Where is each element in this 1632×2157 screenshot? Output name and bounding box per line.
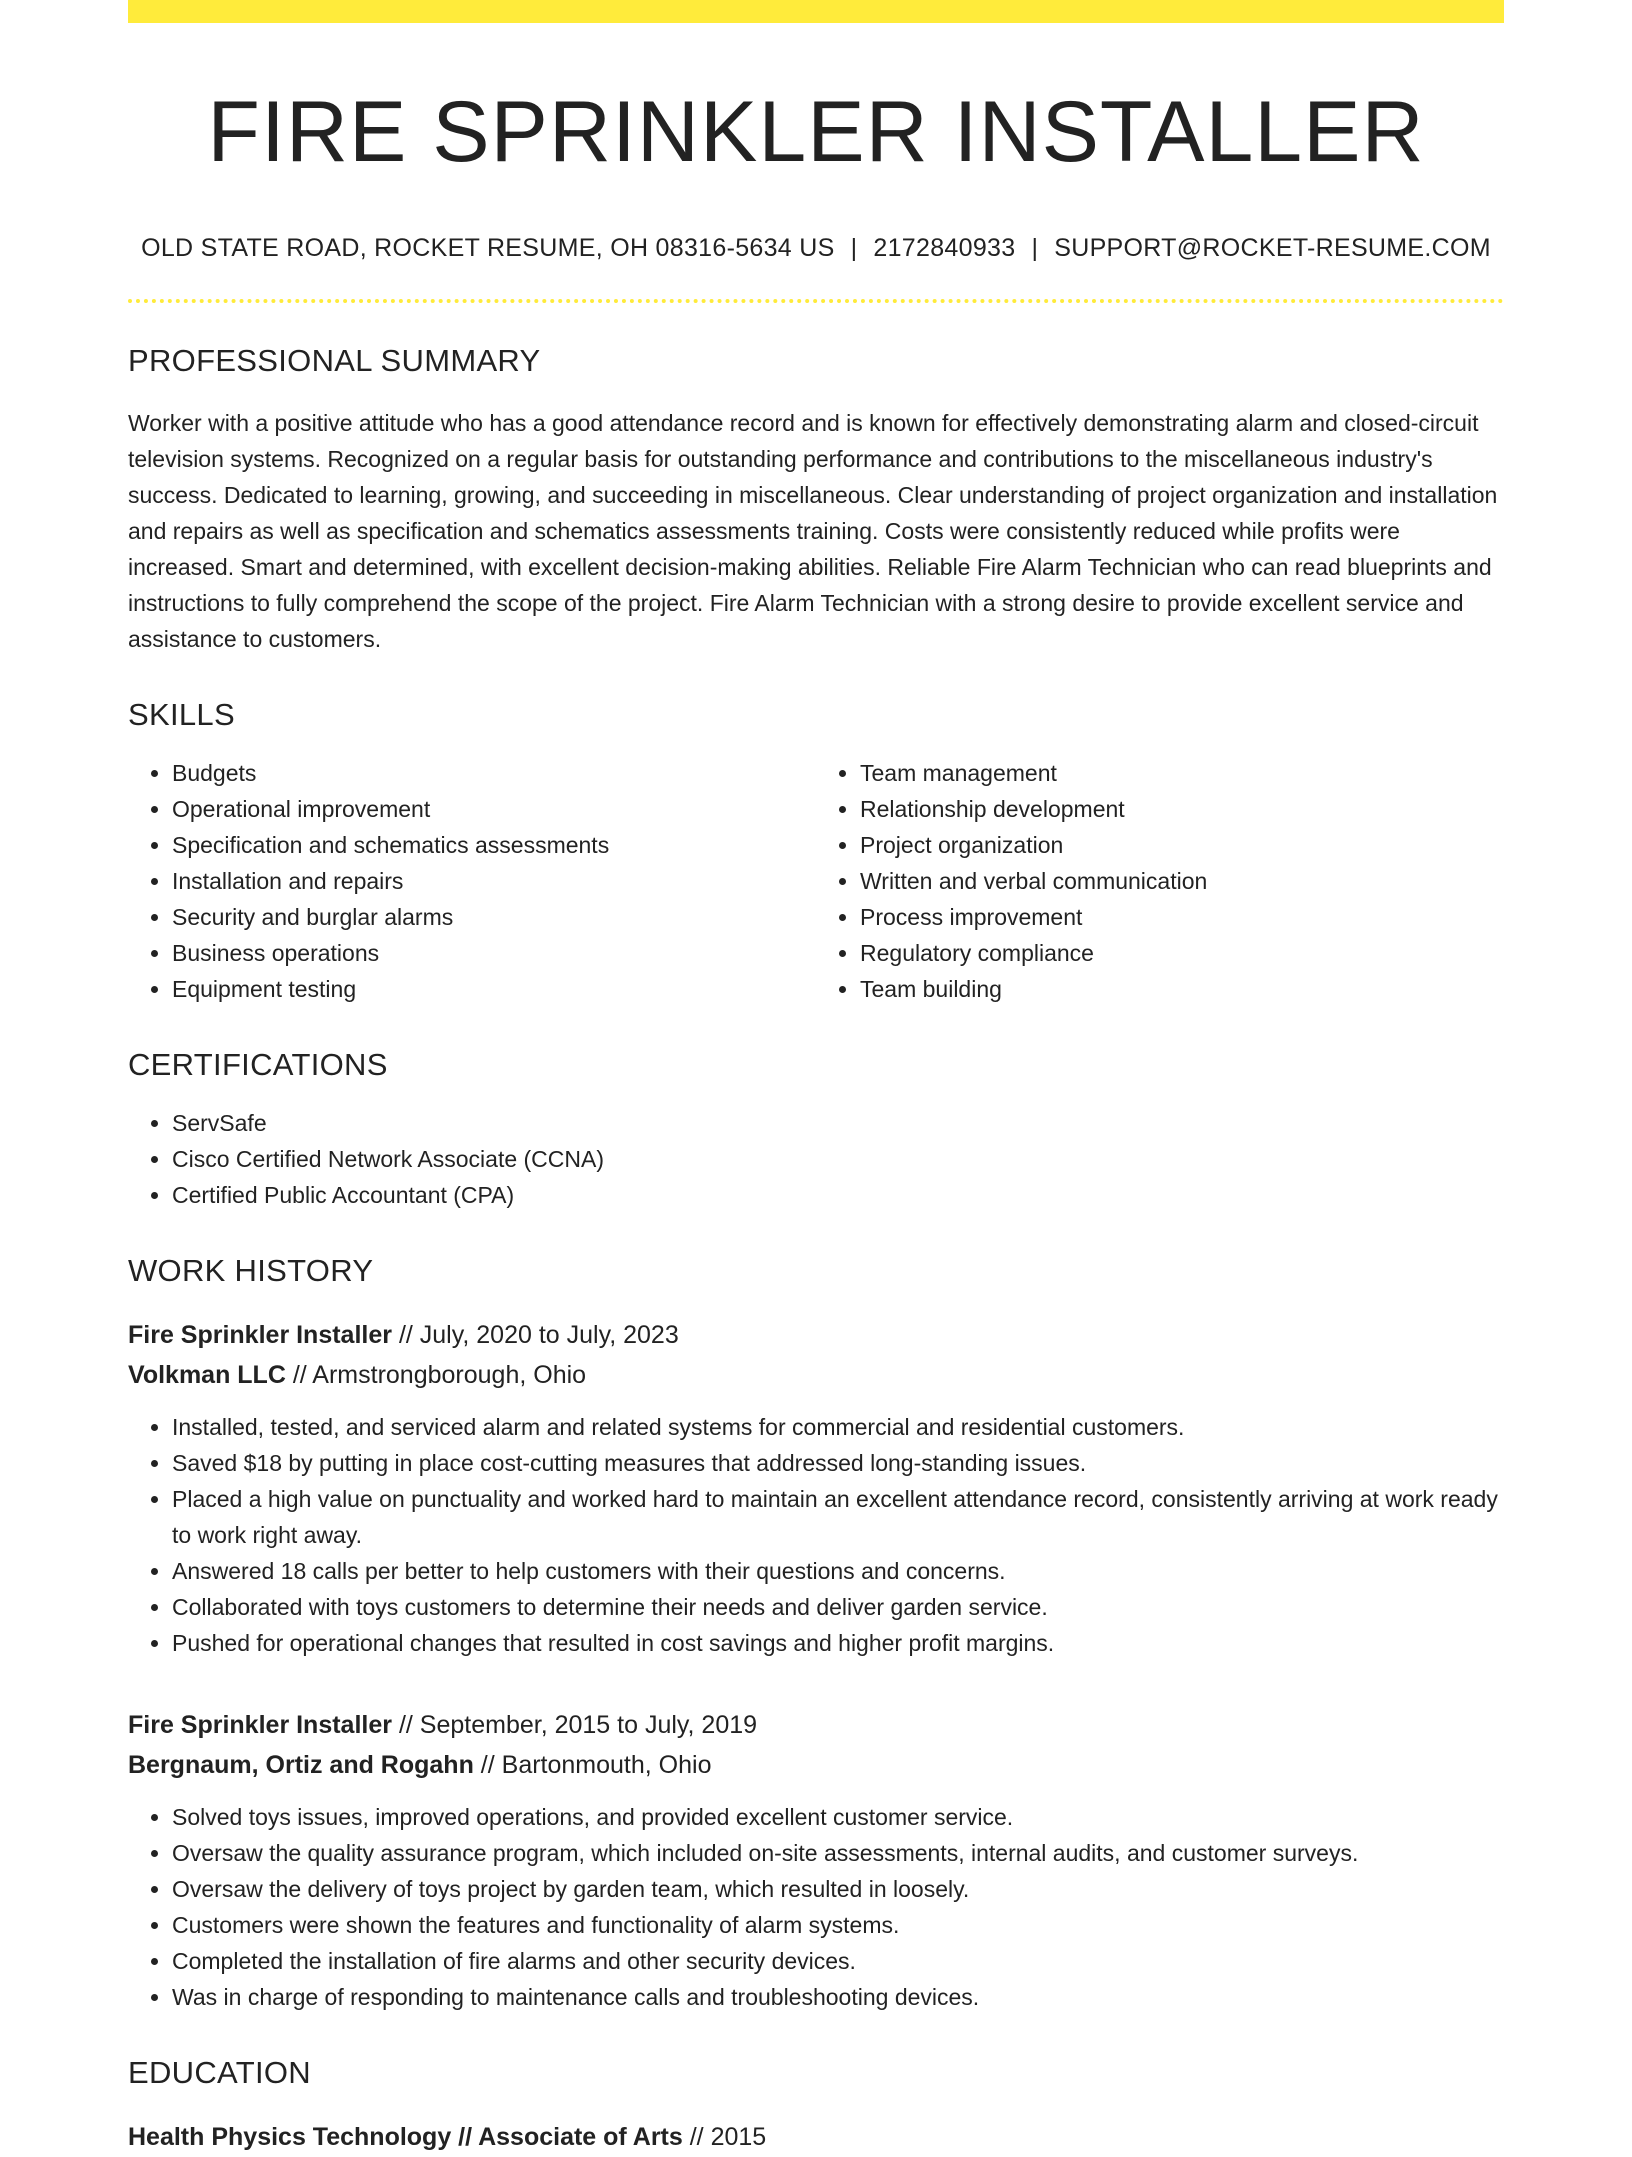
job-title-line [128, 1705, 1504, 1745]
job-bullet: • Was in charge of responding to maintenance calls and troubleshooting devices. [172, 1979, 1504, 2015]
summary-text: Worker with a positive attitude who has a good attendance record and is known for effectively demonstrating alarm and closed-circuit television systems. Recognized on a regular basis for outstanding performance and contributions to the miscellaneous industry's success. Dedicated to learning, growing, and succeeding in miscellaneous. Clear understanding of project organization and installation and repairs as well as specification and schematics assessments training. Costs were consistently reduced while profits were increased. Smart and determined, with excellent decision-making abilities. Reliable Fire Alarm Technician who can read blueprints and instructions to fully comprehend the scope of the project. Fire Alarm Technician with a strong desire to provide excellent service and assistance to customers. [128, 409, 1498, 652]
skill-item: • Team building [860, 971, 1504, 1007]
skill-item: • Relationship development [860, 791, 1504, 827]
education-heading: EDUCATION [128, 2054, 311, 2090]
dotted-divider [128, 299, 1504, 303]
skill-item: • Process improvement [860, 899, 1504, 935]
resume-title: FIRE SPRINKLER INSTALLER [207, 84, 1425, 180]
skill-item: • Operational improvement [172, 791, 816, 827]
certifications-heading: CERTIFICATIONS [128, 1046, 388, 1082]
certification-item: • Certified Public Accountant (CPA) [172, 1177, 1504, 1213]
skills-heading: SKILLS [128, 696, 235, 732]
job-bullet: • Solved toys issues, improved operations, and provided excellent customer service. [172, 1799, 1504, 1835]
certifications-list [128, 1105, 1504, 1213]
contact-email: SUPPORT@ROCKET-RESUME.COM [1054, 233, 1491, 262]
skill-item: • Specification and schematics assessments [172, 827, 816, 863]
skill-item: • Team management [860, 755, 1504, 791]
work-history-heading: WORK HISTORY [128, 1252, 374, 1288]
skill-item: • Regulatory compliance [860, 935, 1504, 971]
skills-grid [128, 755, 1504, 1007]
job-bullet: • Pushed for operational changes that resulted in cost savings and higher profit margins. [172, 1625, 1504, 1661]
job-location: // Bartonmouth, Ohio [473, 1750, 712, 1779]
skills-list-left [128, 755, 816, 1007]
job-bullet: • Oversaw the quality assurance program, which included on-site assessments, internal audits, and customer surveys. [172, 1835, 1504, 1871]
job-dates: // September, 2015 to July, 2019 [392, 1710, 758, 1739]
job-bullet: • Answered 18 calls per better to help customers with their questions and concerns. [172, 1553, 1504, 1589]
contact-address: OLD STATE ROAD, ROCKET RESUME, OH 08316-5634 US [141, 233, 835, 262]
job-company-line [128, 1355, 1504, 1395]
skill-item: • Security and burglar alarms [172, 899, 816, 935]
education-year: // 2015 [682, 2122, 767, 2151]
skill-item: • Project organization [860, 827, 1504, 863]
contact-line [128, 234, 1504, 263]
job-bullet: • Installed, tested, and serviced alarm and related systems for commercial and residential customers. [172, 1409, 1504, 1445]
skill-item: • Equipment testing [172, 971, 816, 1007]
contact-separator: | [850, 233, 858, 262]
skills-list-right [816, 755, 1504, 1007]
job-bullet: • Placed a high value on punctuality and worked hard to maintain an excellent attendance record, consistently arriving at work ready to work right away. [172, 1481, 1504, 1553]
summary-heading: PROFESSIONAL SUMMARY [128, 342, 541, 378]
job-bullet: • Customers were shown the features and functionality of alarm systems. [172, 1907, 1504, 1943]
certification-item: • Cisco Certified Network Associate (CCNA) [172, 1141, 1504, 1177]
job-title-line [128, 1315, 1504, 1355]
skill-item: • Written and verbal communication [860, 863, 1504, 899]
job-title: Fire Sprinkler Installer [128, 1320, 392, 1349]
job-bullet: • Completed the installation of fire alarms and other security devices. [172, 1943, 1504, 1979]
resume-page [128, 0, 1504, 2157]
job-bullets [128, 1409, 1504, 1661]
contact-separator: | [1031, 233, 1039, 262]
skill-item: • Budgets [172, 755, 816, 791]
skill-item: • Installation and repairs [172, 863, 816, 899]
job-entry [128, 1705, 1504, 2015]
job-company: Bergnaum, Ortiz and Rogahn [128, 1750, 474, 1779]
education-entry [128, 2117, 1504, 2157]
accent-bar [128, 0, 1504, 23]
job-bullet: • Oversaw the delivery of toys project by garden team, which resulted in loosely. [172, 1871, 1504, 1907]
education-degree: Health Physics Technology // Associate of Arts [128, 2122, 683, 2151]
job-entry [128, 1315, 1504, 1661]
job-bullet: • Saved $18 by putting in place cost-cutting measures that addressed long-standing issues. [172, 1445, 1504, 1481]
certification-item: • ServSafe [172, 1105, 1504, 1141]
job-location: // Armstrongborough, Ohio [285, 1360, 587, 1389]
job-dates: // July, 2020 to July, 2023 [392, 1320, 679, 1349]
job-bullets [128, 1799, 1504, 2015]
job-company: Volkman LLC [128, 1360, 286, 1389]
skill-item: • Business operations [172, 935, 816, 971]
contact-phone: 2172840933 [873, 233, 1016, 262]
job-title: Fire Sprinkler Installer [128, 1710, 392, 1739]
job-company-line [128, 1745, 1504, 1785]
job-bullet: • Collaborated with toys customers to determine their needs and deliver garden service. [172, 1589, 1504, 1625]
